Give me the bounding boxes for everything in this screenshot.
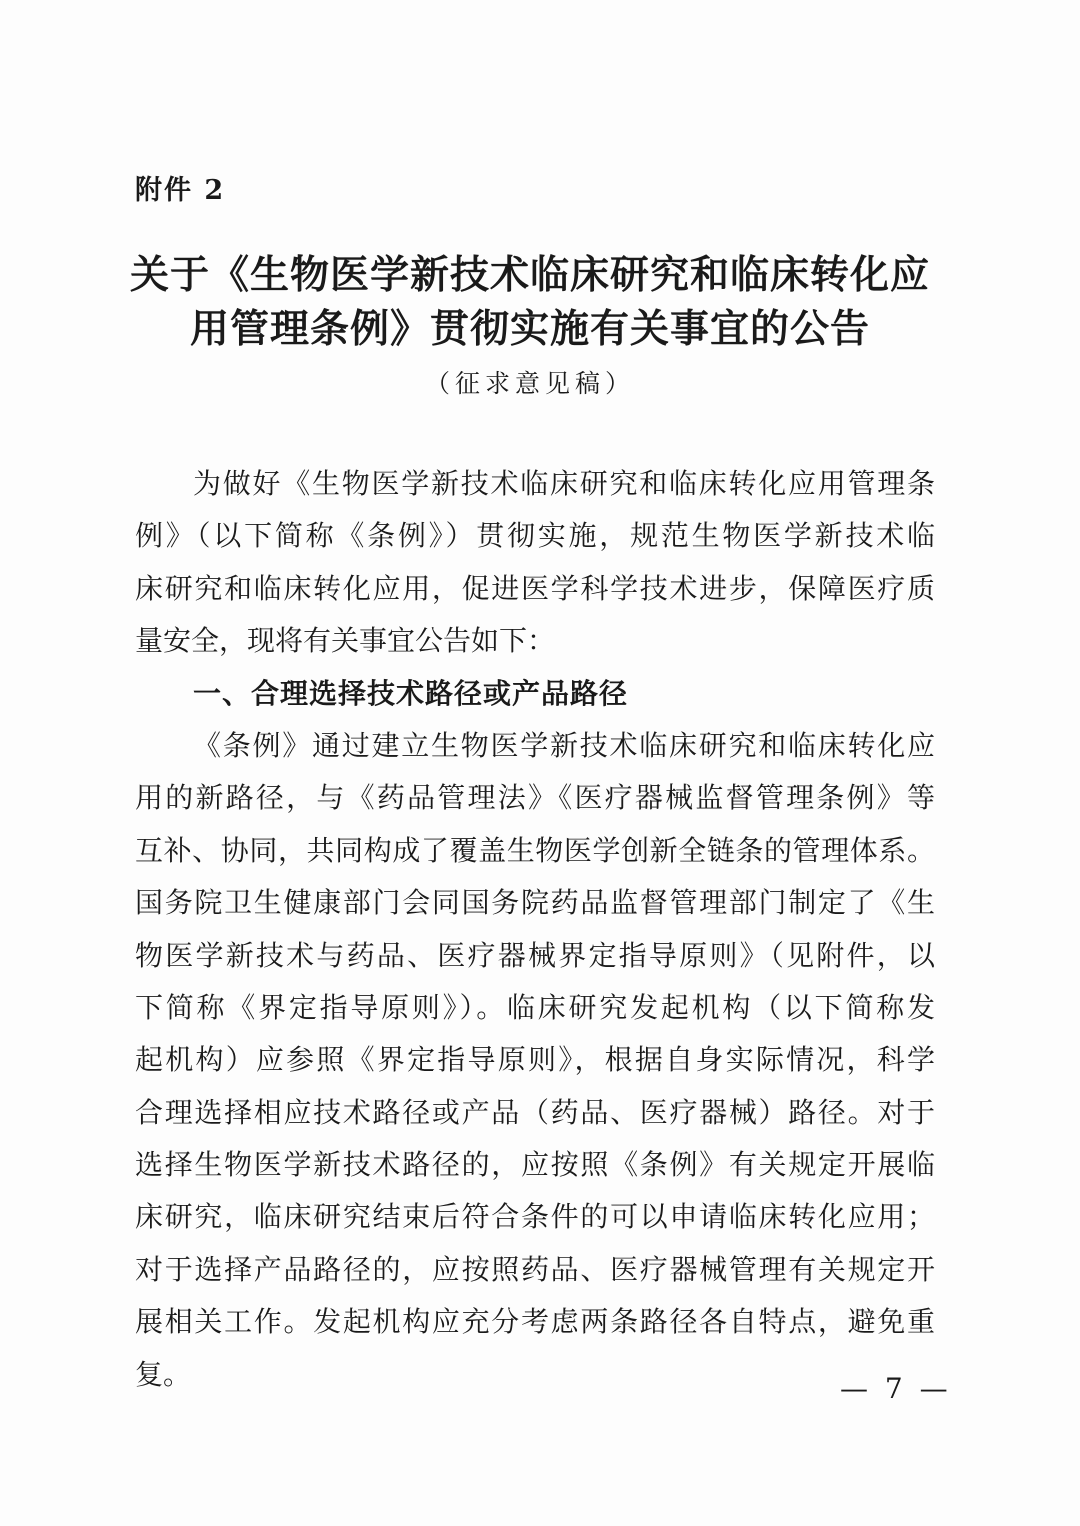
- document-title: [120, 248, 940, 356]
- section-heading: 一、合理选择技术路径或产品路径: [193, 676, 629, 710]
- paragraph-line: 互补、协同，共同构成了覆盖生物医学创新全链条的管理体系。: [135, 833, 935, 867]
- intro-line: 量安全，现将有关事宜公告如下：: [135, 624, 556, 658]
- paragraph-line: 起机构）应参照《界定指导原则》，根据自身实际情况，科学: [135, 1043, 935, 1077]
- title-line-2: 用管理条例》贯彻实施有关事宜的公告: [189, 306, 870, 352]
- paragraph-line: 选择生物医学新技术路径的，应按照《条例》有关规定开展临: [135, 1148, 935, 1182]
- paragraph-line: 床研究，临床研究结束后符合条件的可以申请临床转化应用；: [135, 1200, 935, 1234]
- intro-line: 床研究和临床转化应用，促进医学科学技术进步，保障医疗质: [135, 571, 935, 605]
- paragraph-line: 国务院卫生健康部门会同国务院药品监督管理部门制定了《生: [135, 886, 935, 920]
- paragraph-line: 下简称《界定指导原则》）。临床研究发起机构（以下简称发: [135, 990, 935, 1024]
- page-number: — 7 —: [840, 1372, 952, 1405]
- draft-subtitle: （征求意见稿）: [424, 369, 635, 398]
- paragraph-line: 合理选择相应技术路径或产品（药品、医疗器械）路径。对于: [135, 1095, 935, 1129]
- paragraph-line: 物医学新技术与药品、医疗器械界定指导原则》（见附件，以: [135, 938, 935, 972]
- paragraph-line: 展相关工作。发起机构应充分考虑两条路径各自特点，避免重: [135, 1305, 935, 1339]
- intro-line: 为做好《生物医学新技术临床研究和临床转化应用管理条: [193, 467, 935, 500]
- body-text: [135, 458, 935, 1401]
- paragraph-line: 复。: [135, 1357, 192, 1391]
- paragraph-line: 《条例》通过建立生物医学新技术临床研究和临床转化应: [193, 728, 935, 762]
- title-line-1: 关于《生物医学新技术临床研究和临床转化应: [129, 252, 930, 298]
- paragraph-line: 对于选择产品路径的，应按照药品、医疗器械管理有关规定开: [135, 1252, 935, 1286]
- paragraph-line: 用的新路径，与《药品管理法》《医疗器械监督管理条例》等: [135, 781, 935, 815]
- intro-line: 例》（以下简称《条例》）贯彻实施，规范生物医学新技术临: [135, 519, 935, 553]
- attachment-label: 附件 2: [135, 175, 226, 206]
